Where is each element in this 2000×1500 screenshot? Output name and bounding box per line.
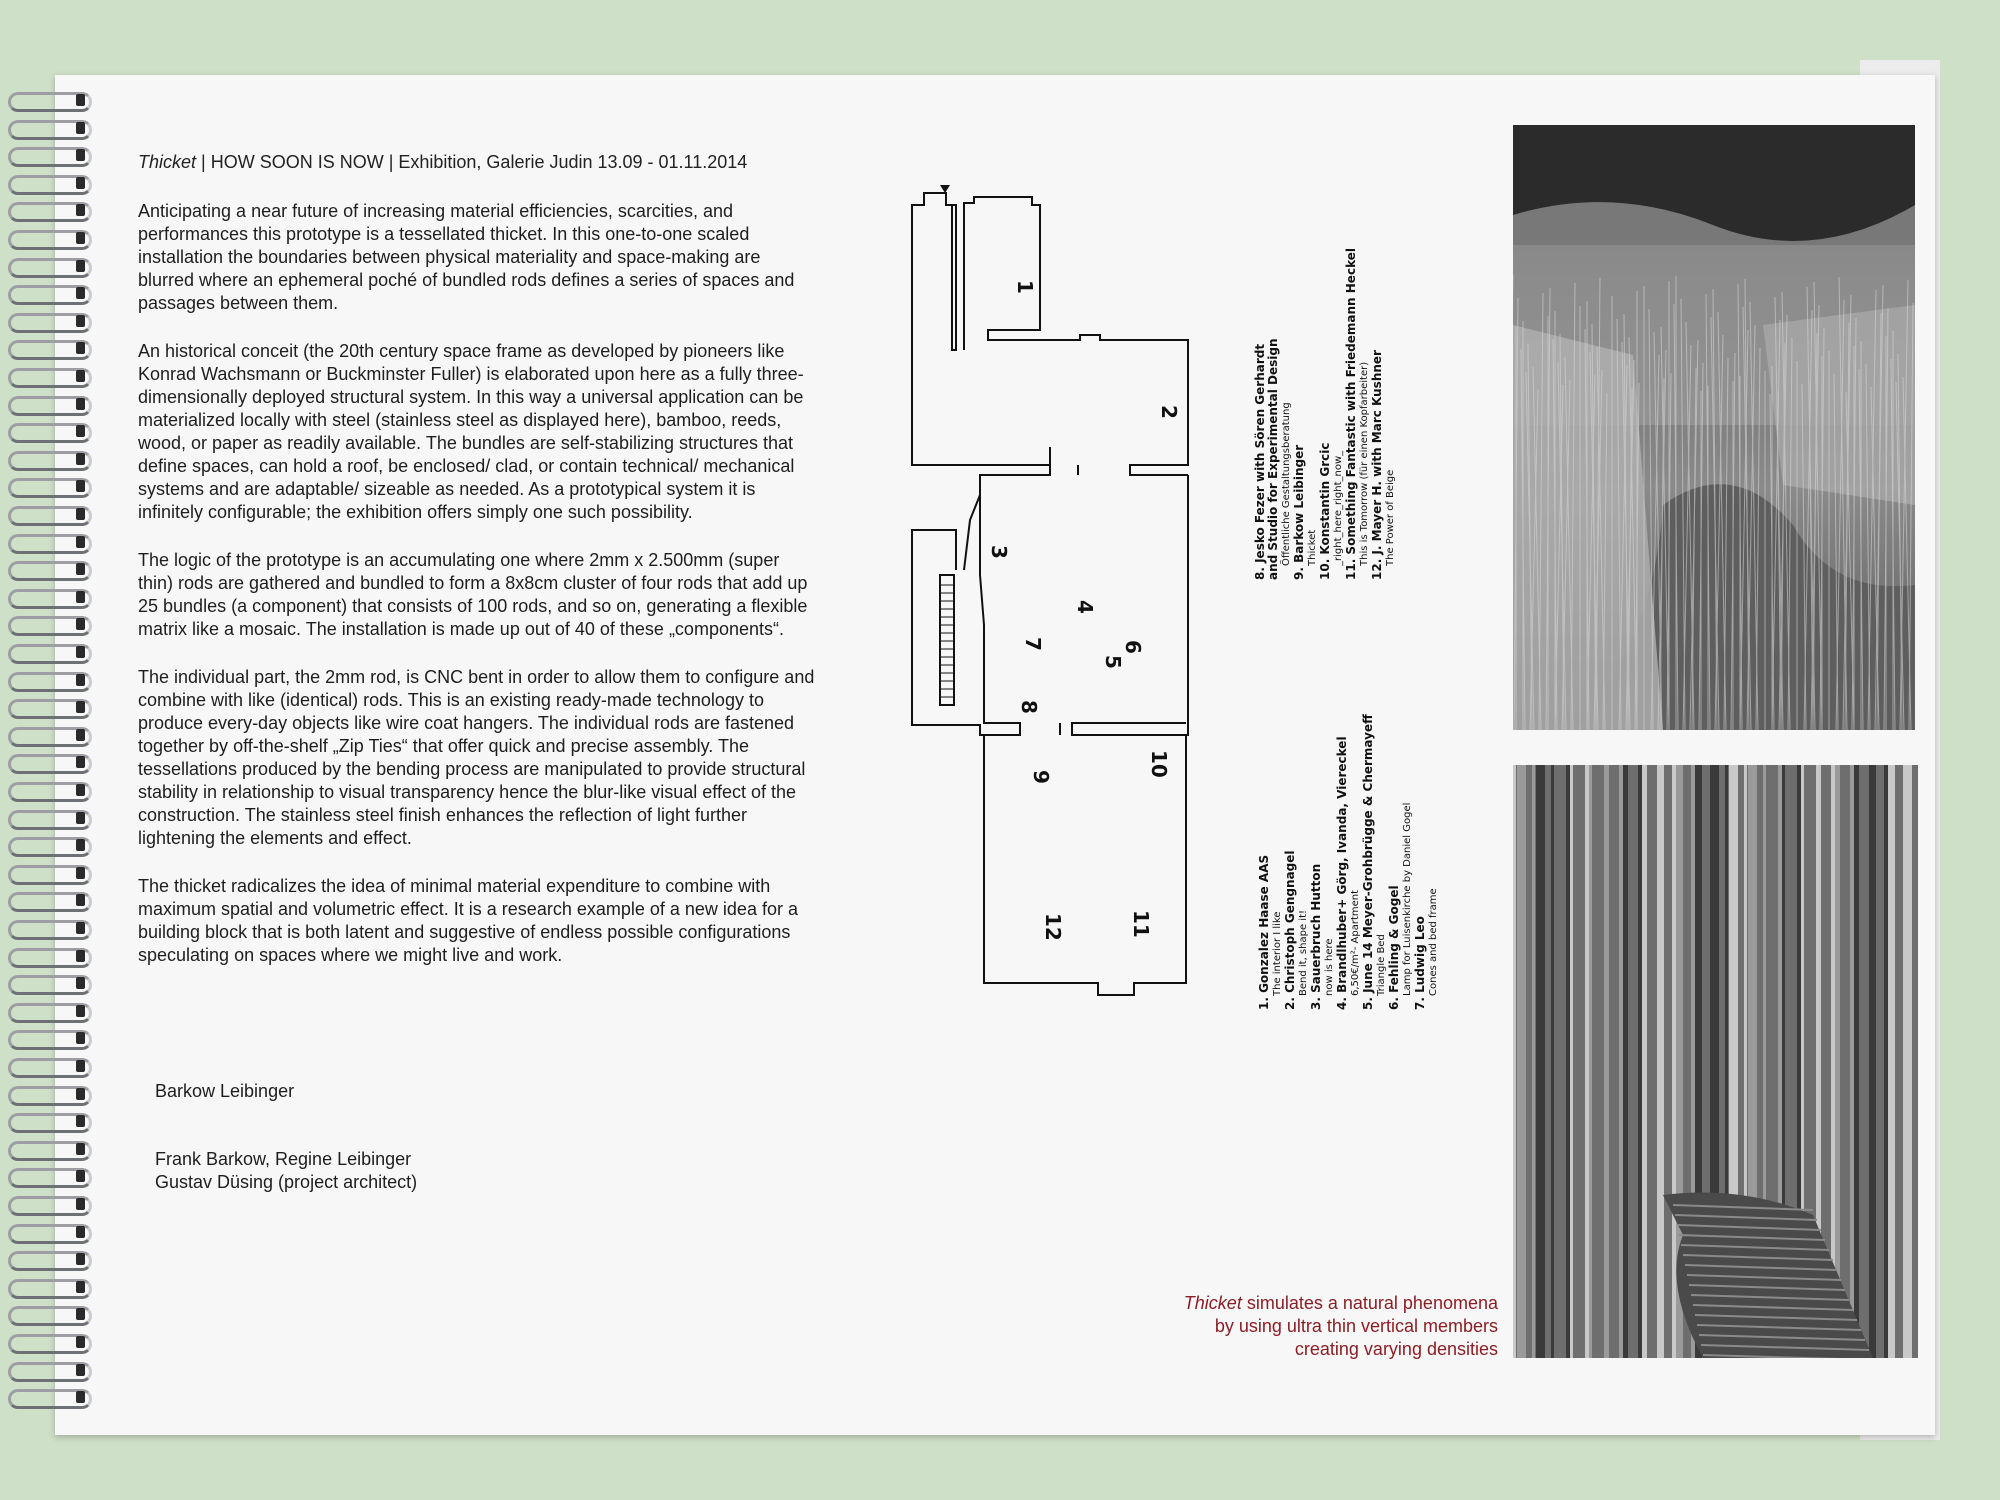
entrance-arrow-icon	[940, 185, 950, 193]
spiral-coil	[0, 863, 95, 883]
legend-right-item-subtitle: Öffentliche Gestaltungsberatung	[1281, 402, 1292, 566]
spiral-coil	[0, 366, 95, 386]
caption-line-1: simulates a natural phenomena	[1241, 1293, 1498, 1313]
spiral-coil	[0, 1001, 95, 1021]
title-italic: Thicket	[138, 152, 197, 172]
spiral-coil	[0, 1111, 95, 1131]
title-rest: | HOW SOON IS NOW | Exhibition, Galerie Judin 13.09 - 01.11.2014	[196, 152, 748, 172]
photo-caption	[1098, 1292, 1498, 1361]
spiral-coil	[0, 118, 95, 138]
spiral-coil	[0, 587, 95, 607]
spiral-coil	[0, 1084, 95, 1104]
spiral-coil	[0, 256, 95, 276]
spiral-coil	[0, 1387, 95, 1407]
room-11-label: 11	[1129, 910, 1153, 938]
room-4-label: 4	[1073, 600, 1097, 614]
legend-right-item-title: and Studio for Experimental Design	[1266, 338, 1280, 580]
spiral-coil	[0, 145, 95, 165]
legend-left-item-title: 1. Gonzalez Haase AAS	[1257, 854, 1271, 1010]
legend-participants-8-12	[1254, 248, 1397, 580]
spiral-coil	[0, 1139, 95, 1159]
paragraph-5: The thicket radicalizes the idea of minimal material expenditure to combine with maximum spatial and volumetric effect. It is a research example of a new idea for a building block that is both latent and suggestive of endless possible configurations speculating on spaces where we might live and work.	[138, 876, 798, 965]
signature-office: Barkow Leibinger	[155, 1081, 295, 1101]
legend-left-item-subtitle: Triangle Bed	[1376, 934, 1387, 996]
paragraph-3: The logic of the prototype is an accumulating one where 2mm x 2.500mm (super thin) rods are gathered and bundled to form a 8x8cm cluster of four rods that add up 25 bundles (a component) that consists of 100 rods, and so on, generating a flexible matrix like a mosaic. The installation is made up out of 40 of these „components“.	[138, 550, 808, 639]
spiral-coil	[0, 1056, 95, 1076]
floor-plan	[900, 175, 1210, 1015]
spiral-coil	[0, 449, 95, 469]
legend-right-item-title: 8. Jesko Fezer with Sören Gerhardt	[1253, 343, 1267, 580]
spiral-coil	[0, 780, 95, 800]
legend-left-item-title: 5. June 14 Meyer-Grohbrügge & Chermayeff	[1361, 714, 1375, 1010]
signature-architect: Gustav Düsing (project architect)	[155, 1172, 418, 1192]
legend-right-item-subtitle: This is Tomorrow (für einen Kopfarbeiter)	[1359, 361, 1370, 566]
spiral-coil	[0, 946, 95, 966]
spiral-coil	[0, 808, 95, 828]
spiral-coil	[0, 1277, 95, 1297]
room-10-label: 10	[1147, 750, 1171, 778]
spiral-coil	[0, 918, 95, 938]
spiral-coil	[0, 752, 95, 772]
legend-right-item-subtitle: Thicket	[1307, 529, 1318, 566]
spiral-coil	[0, 338, 95, 358]
paragraph-4: The individual part, the 2mm rod, is CNC bent in order to allow them to configure and combine with like (identical) rods. This is an existing ready-made technology to produce every-day objects like wire coat hangers. The individual rods are fastened together by off-the-shelf „Zip Ties“ that offer quick and precise assembly. The tessellations produced by the bending process are manipulated to provide structural stability in relationship to visual transparency hence the blur-like visual effect of the construction. The stainless steel finish enhances the reflection of light further lightening the elements and effect.	[138, 667, 815, 848]
room-3-label: 3	[987, 545, 1011, 559]
legend-left-item-title: 7. Ludwig Leo	[1413, 916, 1427, 1010]
spiral-coil	[0, 504, 95, 524]
spiral-coil	[0, 90, 95, 110]
spiral-coil	[0, 283, 95, 303]
spiral-coil	[0, 1304, 95, 1324]
legend-participants-1-7	[1258, 714, 1440, 1010]
legend-left-item-title: 3. Sauerbruch Hutton	[1309, 863, 1323, 1010]
legend-left-item-subtitle: Lamp for Luisenkirche by Daniel Gogel	[1402, 802, 1413, 996]
room-8-label: 8	[1017, 700, 1041, 714]
spiral-coil	[0, 228, 95, 248]
spiral-coil	[0, 973, 95, 993]
legend-left-item-subtitle: Bend it, shape it!	[1298, 910, 1309, 996]
spiral-coil	[0, 890, 95, 910]
legend-right-item-title: 11. Something Fantastic with Friedemann Heckel	[1344, 248, 1358, 580]
room-9-label: 9	[1029, 770, 1053, 784]
reed-marsh-photo	[1513, 125, 1915, 730]
spiral-coil	[0, 670, 95, 690]
spiral-coil	[0, 1166, 95, 1186]
caption-italic: Thicket	[1183, 1293, 1242, 1313]
legend-left-item-subtitle: Cones and bed frame	[1428, 888, 1439, 996]
spiral-coil	[0, 421, 95, 441]
spiral-coil	[0, 1249, 95, 1269]
spiral-coil	[0, 835, 95, 855]
page-title	[138, 152, 747, 173]
caption-line-3: creating varying densities	[1294, 1339, 1498, 1359]
spiral-coil	[0, 725, 95, 745]
spiral-coil	[0, 1332, 95, 1352]
signature-names: Frank Barkow, Regine Leibinger	[155, 1149, 412, 1169]
caption-line-2: by using ultra thin vertical members	[1214, 1316, 1498, 1336]
room-2-label: 2	[1157, 405, 1181, 419]
spiral-coil	[0, 173, 95, 193]
legend-left-item-subtitle: 6,50€/m²- Apartment	[1350, 889, 1361, 996]
body-text	[138, 200, 818, 992]
room-12-label: 12	[1041, 913, 1065, 941]
room-7-label: 7	[1021, 637, 1045, 651]
legend-right-item-title: 12. J. Mayer H. with Marc Kushner	[1370, 350, 1384, 580]
spiral-coil	[0, 559, 95, 579]
room-6-label: 6	[1121, 640, 1145, 654]
legend-right-item-title: 10. Konstantin Grcic	[1318, 442, 1332, 580]
room-5-label: 5	[1101, 655, 1125, 669]
legend-left-item-title: 4. Brandlhuber+ Görg, Ivanda, Viereckel	[1335, 736, 1349, 1010]
legend-right-item-subtitle: The Power of Beige	[1385, 469, 1396, 566]
spiral-coil	[0, 1222, 95, 1242]
legend-right-item-title: 9. Barkow Leibinger	[1292, 444, 1306, 580]
spiral-coil	[0, 476, 95, 496]
spiral-coil	[0, 394, 95, 414]
legend-left-item-title: 2. Christoph Gengnagel	[1283, 850, 1297, 1010]
legend-left-item-subtitle: The interior I like	[1272, 911, 1283, 996]
spiral-coil	[0, 697, 95, 717]
spiral-binding	[0, 90, 95, 1430]
bamboo-boardwalk-photo	[1513, 765, 1918, 1358]
spiral-coil	[0, 1194, 95, 1214]
spiral-coil	[0, 1028, 95, 1048]
legend-left-item-subtitle: now is here	[1324, 938, 1335, 996]
spiral-coil	[0, 311, 95, 331]
spiral-coil	[0, 614, 95, 634]
paragraph-2: An historical conceit (the 20th century space frame as developed by pioneers like Konrad Wachsmann or Buckminster Fuller) is elaborated upon here as a fully three-dimensionally deployed structural system. In this way a universal application can be materialized locally with steel (stainless steel as displayed here), bamboo, reeds, wood, or paper as readily available. The bundles are self-stabilizing structures that define spaces, can hold a roof, be enclosed/ clad, or contain technical/ mechanical systems and are adaptable/ sizeable as needed. As a prototypical system it is infinitely configurable; the exhibition offers simply one such possibility.	[138, 341, 804, 522]
spiral-coil	[0, 200, 95, 220]
legend-left-item-title: 6. Fehling & Gogel	[1387, 885, 1401, 1010]
spiral-coil	[0, 1360, 95, 1380]
spiral-coil	[0, 642, 95, 662]
spiral-coil	[0, 532, 95, 552]
paragraph-1: Anticipating a near future of increasing material efficiencies, scarcities, and performances this prototype is a tessellated thicket. In this one-to-one scaled installation the boundaries between physical materiality and space-making are blurred where an ephemeral poché of bundled rods defines a series of spaces and passages between them.	[138, 201, 795, 313]
legend-right-item-subtitle: _right_here_right_now_	[1333, 450, 1344, 566]
room-1-label: 1	[1013, 280, 1037, 294]
